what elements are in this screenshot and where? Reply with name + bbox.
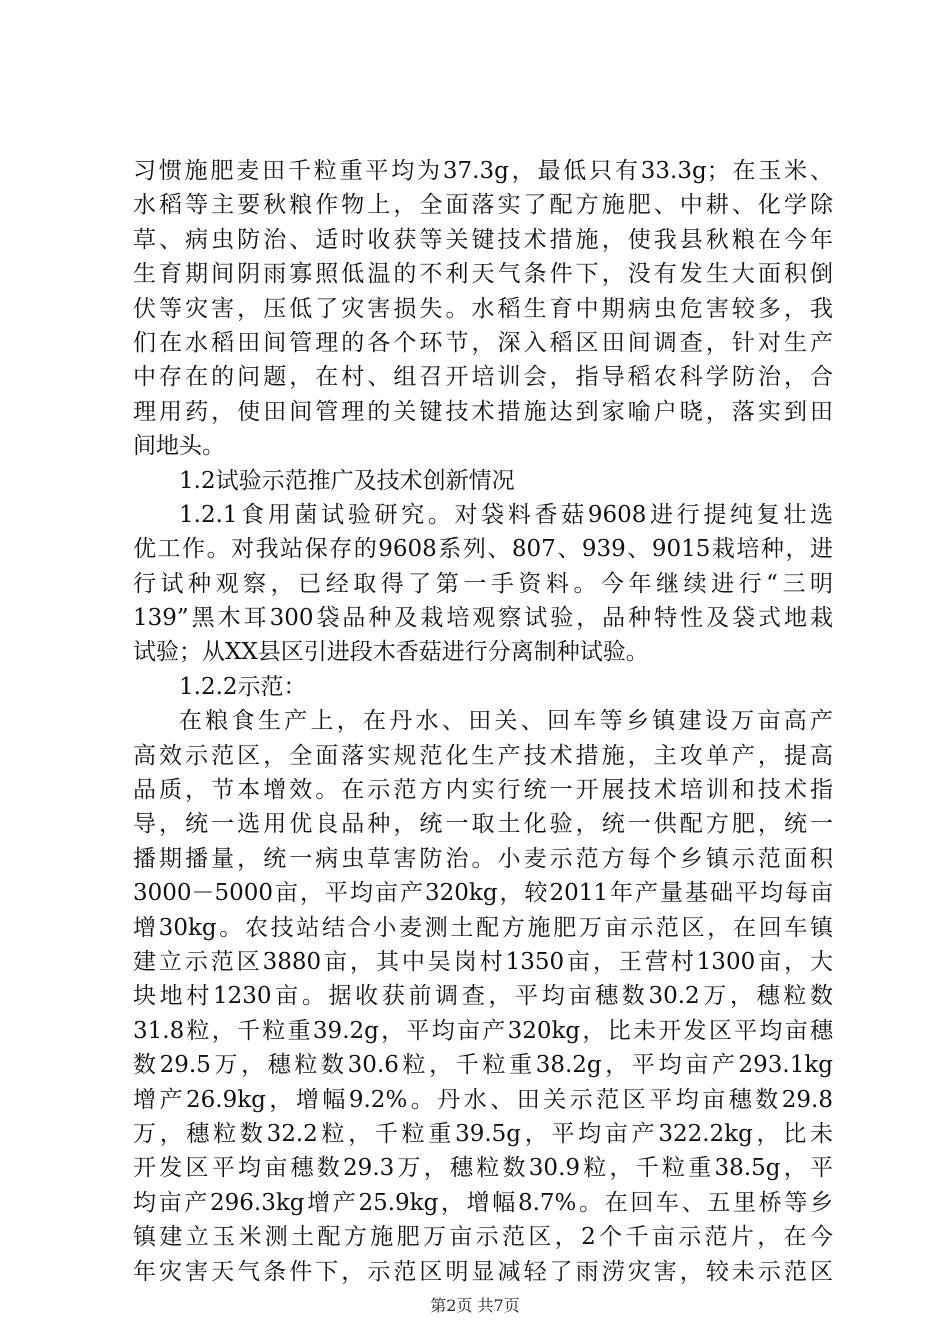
text-line-20: 导，统一选用优良品种，统一取土化验，统一供配方肥，统一 bbox=[133, 811, 833, 838]
text-line-29: 万，穗粒数32.2粒，千粒重39.5g，平均亩产322.2kg，比未 bbox=[133, 1120, 833, 1147]
text-line-18: 高效示范区，全面落实规范化生产技术措施，主攻单产，提高 bbox=[133, 742, 833, 769]
text-line-22: 3000－5000亩，平均亩产320kg，较2011年产量基础平均每亩 bbox=[133, 880, 833, 907]
text-line-9: 间地头。 bbox=[133, 433, 225, 460]
text-line-30: 开发区平均亩穗数29.3万，穗粒数30.9粒，千粒重38.5g，平 bbox=[133, 1155, 833, 1182]
text-line-2: 水稻等主要秋粮作物上，全面落实了配方施肥、中耕、化学除 bbox=[133, 192, 833, 219]
text-line-25: 块地村1230亩。据收获前调查，平均亩穗数30.2万，穗粒数 bbox=[133, 983, 833, 1010]
text-line-28: 增产26.9kg，增幅9.2%。丹水、田关示范区平均亩穗数29.8 bbox=[133, 1086, 833, 1113]
text-line-5: 伏等灾害，压低了灾害损失。水稻生育中期病虫危害较多，我 bbox=[133, 295, 833, 322]
text-line-26: 31.8粒，千粒重39.2g，平均亩产320kg，比未开发区平均亩穗 bbox=[133, 1017, 833, 1044]
text-line-21: 播期播量，统一病虫草害防治。小麦示范方每个乡镇示范面积 bbox=[133, 845, 833, 872]
text-line-32: 镇建立玉米测土配方施肥万亩示范区，2个千亩示范片，在今 bbox=[133, 1224, 833, 1251]
text-line-19: 品质，节本增效。在示范方内实行统一开展技术培训和技术指 bbox=[133, 777, 833, 804]
text-line-3: 草、病虫防治、适时收获等关键技术措施，使我县秋粮在今年 bbox=[133, 226, 833, 253]
text-line-4: 生育期间阴雨寡照低温的不利天气条件下，没有发生大面积倒 bbox=[133, 261, 833, 288]
section-heading-1-2: 1.2试验示范推广及技术创新情况 bbox=[179, 467, 515, 494]
text-line-12: 优工作。对我站保存的9608系列、807、939、9015栽培种，进 bbox=[133, 536, 833, 563]
text-line-7: 中存在的问题，在村、组召开培训会，指导稻农科学防治，合 bbox=[133, 364, 833, 391]
text-line-11: 1.2.1食用菌试验研究。对袋料香菇9608进行提纯复壮选 bbox=[179, 501, 833, 528]
text-line-15: 试验；从XX县区引进段木香菇进行分离制种试验。 bbox=[133, 639, 649, 666]
text-line-13: 行试种观察，已经取得了第一手资料。今年继续进行“三明 bbox=[133, 570, 833, 597]
text-line-31: 均亩产296.3kg增产25.9kg，增幅8.7%。在回车、五里桥等乡 bbox=[133, 1189, 833, 1216]
page-number-footer: 第2页 共7页 bbox=[430, 1296, 520, 1315]
section-heading-1-2-2: 1.2.2示范： bbox=[179, 673, 307, 700]
text-line-8: 理用药，使田间管理的关键技术措施达到家喻户晓，落实到田 bbox=[133, 398, 833, 425]
text-line-14: 139”黑木耳300袋品种及栽培观察试验，品种特性及袋式地栽 bbox=[133, 605, 833, 632]
text-line-1: 习惯施肥麦田千粒重平均为37.3g，最低只有33.3g；在玉米、 bbox=[133, 158, 833, 184]
text-line-24: 建立示范区3880亩，其中吴岗村1350亩，王营村1300亩，大 bbox=[133, 948, 833, 975]
text-line-6: 们在水稻田间管理的各个环节，深入稻区田间调查，针对生产 bbox=[133, 329, 833, 356]
text-line-33: 年灾害天气条件下，示范区明显减轻了雨涝灾害，较未示范区 bbox=[133, 1258, 833, 1285]
text-line-27: 数29.5万，穗粒数30.6粒，千粒重38.2g，平均亩产293.1kg bbox=[133, 1052, 833, 1079]
body-text bbox=[133, 154, 833, 1289]
text-line-23: 增30kg。农技站结合小麦测土配方施肥万亩示范区，在回车镇 bbox=[133, 914, 833, 941]
text-line-17: 在粮食生产上，在丹水、田关、回车等乡镇建设万亩高产 bbox=[179, 708, 833, 735]
